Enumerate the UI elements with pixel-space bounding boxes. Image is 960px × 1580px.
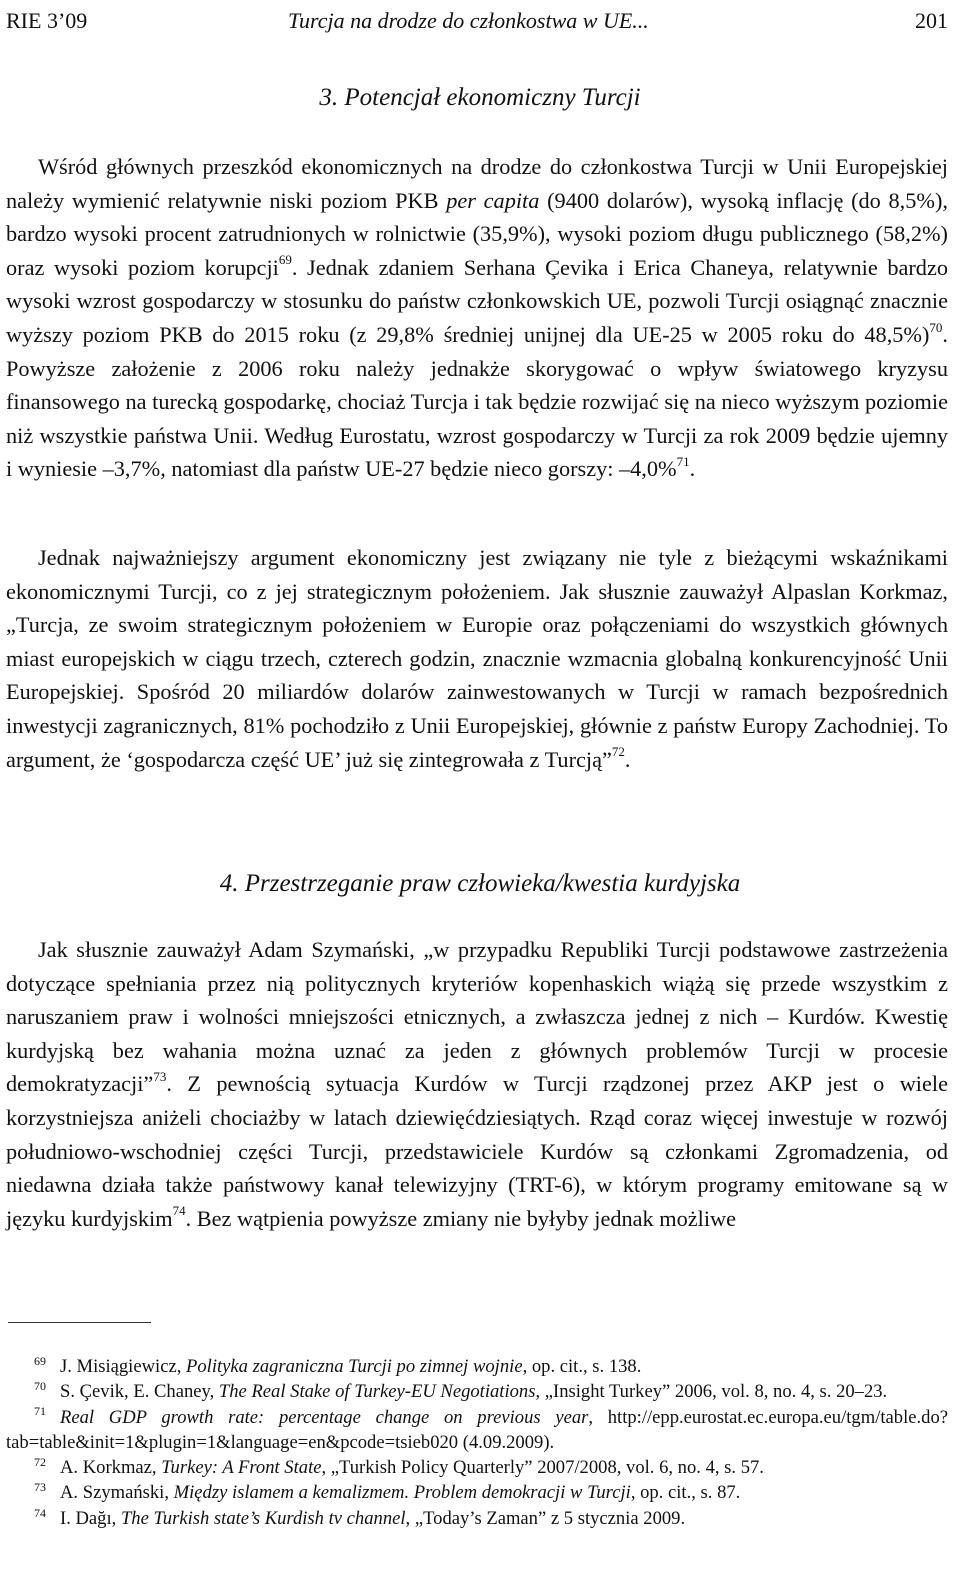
footnote-number: 69: [34, 1353, 46, 1368]
footnote: [6, 1405, 948, 1456]
running-header: [6, 6, 954, 36]
section-4-heading: 4. Przestrzeganie praw człowieka/kwestia kurdyjska: [219, 870, 741, 897]
footnote-text: [60, 1482, 740, 1503]
italic-run: The Turkish state’s Kurdish tv channel: [120, 1507, 406, 1529]
footnote-ref: 72: [611, 744, 625, 760]
footnotes: [6, 1354, 948, 1531]
text-run: Jak słusznie zauważył Adam Szymański, „w przypadku Republiki Turcji podstawowe zastrzeżenia dotyczące spełniania przez nią politycznych kryteriów kopenhaskich wiążą się przede wszystkim z naruszaniem praw i wolności mniejszości etnicznych, a zwłaszcza jednej z nich – Kurdów. Kwestię kurdyjską bez wahania można uznać za jeden z głównych problemów Turcji w procesie demokratyzacji”: [6, 937, 948, 1097]
text-run: A. Korkmaz,: [60, 1457, 162, 1479]
text-run: , „Insight Turkey” 2006, vol. 8, no. 4, s. 20–23.: [535, 1381, 888, 1403]
text-run: .: [624, 746, 631, 772]
footnote-ref: 73: [153, 1068, 167, 1084]
text-run: . Bez wątpienia powyższe zmiany nie byłyby jednak możliwe: [185, 1205, 737, 1231]
text-run: . Powyższe założenie z 2006 roku należy jednakże skorygować o wpływ światowego kryzysu finansowego na turecką gospodarkę, chociaż Turcja i tak będzie rozwijać się na nieco wyższym poziomie niż wszystkie państwa Unii. Według Eurostatu, wzrost gospodarczy w Turcji za rok 2009 będzie ujemny i wyniesie –3,7%, natomiast dla państw UE-27 będzie nieco gorszy: –4,0%: [6, 321, 948, 482]
text-run: I. Dağı,: [60, 1507, 121, 1529]
text-run: . Jednak zdaniem Serhana Çevika i Erica Chaneya, relatywnie bardzo wysoki wzrost gospodarczy w stosunku do państw członkowskich UE, pozwoli Turcji osiągnąć znacznie wyższy poziom PKB do 2015 roku (z 29,8% średniej unijnej dla UE-25 w 2005 roku do 48,5%): [6, 254, 948, 347]
footnote-text: [60, 1381, 887, 1402]
footnote-number: 70: [34, 1379, 46, 1394]
section-3-paragraph-1: [6, 150, 948, 486]
italic-run: Turkey: A Front State: [161, 1457, 322, 1479]
section-3-paragraph-2: [6, 541, 948, 776]
footnote-number: 72: [34, 1455, 46, 1469]
journal-issue: RIE 3’09: [6, 8, 88, 33]
footnote-ref: 74: [172, 1203, 186, 1219]
section-3-heading: 3. Potencjał ekonomiczny Turcji: [319, 84, 641, 111]
text-run: , „Turkish Policy Quarterly” 2007/2008, vol. 6, no. 4, s. 57.: [321, 1457, 764, 1479]
footnote-ref: 69: [278, 252, 292, 268]
footnote-separator: [8, 1322, 151, 1323]
footnote-text: [60, 1508, 685, 1529]
text-run: Wśród głównych przeszkód ekonomicznych na drodze do członkostwa Turcji w Unii Europejskiej należy wymienić relatywnie niski poziom PKB: [6, 154, 948, 213]
footnote-number: 71: [34, 1404, 46, 1419]
text-run: , op. cit., s. 138.: [522, 1356, 642, 1377]
text-run: Jednak najważniejszy argument ekonomiczny jest związany nie tyle z bieżącymi wskaźnikami ekonomicznymi Turcji, co z jej strategicznym położeniem. Jak słusznie zauważył Alpaslan Korkmaz, „Turcja, ze swoim strategicznym położeniem w Europie oraz połączeniami do wszystkich głównych miast europejskich w ciągu trzech, czterech godzin, znacznie wzmacnia globalną konkurencyjność Unii Europejskiej. Spośród 20 miliardów dolarów zainwestowanych w Turcji w ramach bezpośrednich inwestycji zagranicznych, 81% pochodziło z Unii Europejskiej, głównie z państw Europy Zachodniej. To argument, że ‘gospodarcza część UE’ już się zintegrowała z Turcją”: [6, 545, 948, 772]
italic-run: per capita: [446, 187, 540, 213]
text-run: , „Today’s Zaman” z 5 stycznia 2009.: [405, 1507, 686, 1529]
section-4-paragraph-1: [6, 933, 948, 1235]
italic-run: Między islamem a kemalizmem. Problem demokracji w Turcji: [173, 1482, 631, 1504]
footnote: [6, 1506, 948, 1531]
footnote-text: [60, 1356, 641, 1377]
footnote-ref: 70: [929, 319, 943, 335]
footnote-text: [60, 1457, 764, 1478]
italic-run: The Real Stake of Turkey-EU Negotiations: [218, 1381, 536, 1403]
footnote: [6, 1379, 948, 1404]
footnote-ref: 71: [676, 453, 690, 469]
italic-run: Polityka zagraniczna Turcji po zimnej wojnie: [186, 1356, 523, 1377]
footnote-number: 73: [34, 1480, 46, 1495]
page-number: 201: [915, 8, 948, 33]
footnote: [6, 1354, 948, 1379]
footnote: [6, 1480, 948, 1505]
text-run: , http://epp.eurostat.ec.europa.eu/tgm/table.do?tab=table&init=1&plugin=1&language=en&pcode=tsieb020 (4.09.2009).: [6, 1406, 948, 1453]
italic-run: Real GDP growth rate: percentage change on previous year: [60, 1406, 589, 1428]
text-run: J. Misiągiewicz,: [60, 1356, 186, 1377]
footnote-text: [6, 1407, 948, 1453]
text-run: . Z pewnością sytuacja Kurdów w Turcji rządzonej przez AKP jest o wiele korzystniejsza aniżeli chociażby w latach dziewięćdziesiątych. Rząd coraz więcej inwestuje w rozwój południowo-wschodniej części Turcji, przedstawiciele Kurdów są członkami Zgromadzenia, od niedawna działa także państwowy kanał telewizyjny (TRT-6), w którym programy emitowane są w języku kurdyjskim: [6, 1071, 948, 1231]
running-title: Turcja na drodze do członkostwa w UE...: [288, 8, 649, 33]
text-run: .: [689, 456, 696, 482]
text-run: , op. cit., s. 87.: [630, 1482, 741, 1504]
footnote-number: 74: [34, 1505, 46, 1520]
footnote: [6, 1455, 948, 1480]
text-run: A. Szymański,: [60, 1482, 174, 1504]
text-run: (9400 dolarów), wysoką inflację (do 8,5%), bardzo wysoki procent zatrudnionych w rolnictwie (35,9%), wysoki poziom długu publicznego (58,2%) oraz wysoki poziom korupcji: [6, 187, 948, 280]
text-run: S. Çevik, E. Chaney,: [60, 1381, 219, 1403]
